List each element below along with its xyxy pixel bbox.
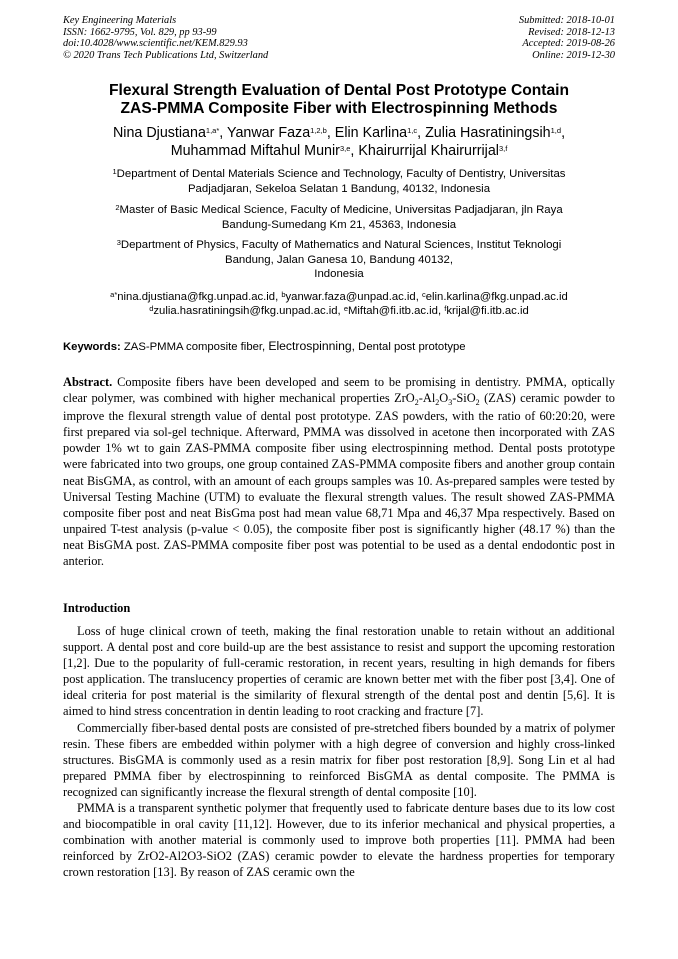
subscript: 2 bbox=[414, 398, 419, 408]
email-mark: f bbox=[444, 304, 447, 313]
email-mark: a* bbox=[110, 290, 118, 299]
author-separator: , bbox=[350, 143, 359, 159]
author-separator: , bbox=[326, 125, 335, 141]
author-line-1 bbox=[40, 124, 638, 142]
subscript: 2 bbox=[435, 398, 440, 408]
abstract-text: O bbox=[439, 391, 449, 406]
abstract-text: -Al bbox=[418, 391, 436, 406]
author-list bbox=[40, 124, 638, 160]
introduction-body bbox=[63, 623, 615, 881]
date-accepted: Accepted: 2019-08-26 bbox=[522, 38, 615, 50]
paper-title bbox=[40, 82, 638, 118]
email-mark: d bbox=[149, 304, 154, 313]
abstract-text: (ZAS) ceramic powder to improve the flexural strength value of dental post prototype. ZAS powders, with the ratio of 60:20:20, were first prepared via sol-gel technique. Afterward, PMMA was dissolved in acetone then incorporated with ZAS powder 1% wt to gain ZAS-PMMA composite fiber using electrospinning method. Dental posts prototype were fabricated into two groups, one group contained ZAS-PMMA composite fibers and another group contain neat BisGMA, as control, with an amount of each groups samples was 10. As-prepared samples were tested by Universal Testing Machine (UTM) to evaluate the flexural strength values. The result showed ZAS-PMMA composite fiber post and neat BisGma post had mean value 68,71 Mpa and 46,37 Mpa respectively. Based on unpaired T-test analysis (p-value < 0.05), the composite fiber post is significantly higher (48.17 %) than the neat BisGMA post. ZAS-PMMA composite fiber post was potential to be used as a dental endodontic post in anterior. bbox=[63, 391, 616, 569]
abstract-text: -SiO bbox=[452, 391, 476, 406]
journal-issn: ISSN: 1662-9795, Vol. 829, pp 93-99 bbox=[63, 26, 217, 38]
author-name: Muhammad Miftahul Munir bbox=[170, 143, 340, 159]
author-name: Nina Djustiana bbox=[112, 125, 206, 141]
keyword: ZAS-PMMA composite fiber, bbox=[120, 341, 269, 353]
author-emails bbox=[40, 290, 638, 318]
author-separator: , bbox=[219, 125, 227, 141]
affiliation-3 bbox=[60, 238, 618, 282]
title-line-2: ZAS-PMMA Composite Fiber with Electrospinning Methods bbox=[120, 100, 558, 117]
author-affiliation-mark: 1,c bbox=[407, 126, 418, 135]
author-affiliation-mark: 1,a* bbox=[205, 126, 220, 135]
author-affiliation-mark: 1,d bbox=[550, 126, 562, 135]
submission-dates bbox=[519, 15, 615, 61]
author-affiliation-mark: 3,e bbox=[339, 144, 351, 153]
affiliation-text: Indonesia bbox=[314, 268, 364, 281]
date-submitted: Submitted: 2018-10-01 bbox=[518, 15, 615, 26]
abstract bbox=[63, 374, 615, 569]
email-mark: e bbox=[343, 304, 349, 313]
paragraph: Commercially fiber-based dental posts are consisted of pre-stretched fibers bounded by a matrix of polymer resin. These fibers are embedded within polymer with a high degree of conversion and highly cross-linked structures. BisGMA is commonly used as a resin matrix for fiber post restoration [8,9]. Song Lin et al had prepared PMMA fiber by electrospinning to reinforced BisGMA as dental composite. The PMMA is recognized can significantly increase the flexural strength of dental composite [10]. bbox=[63, 720, 615, 799]
email-link[interactable]: elin.karlina@fkg.unpad.ac.id bbox=[425, 291, 568, 303]
author-name: Elin Karlina bbox=[334, 125, 408, 141]
abstract-label: Abstract. bbox=[63, 375, 113, 389]
journal-name: Key Engineering Materials bbox=[63, 15, 177, 26]
email-mark: c bbox=[421, 290, 426, 299]
paragraph: PMMA is a transparent synthetic polymer that frequently used to fabricate denture bases due to its low cost and biocompatible in oral cavity [11,12]. However, due to its inferior mechanical and physical properties, a combination with another material is commonly used to improve both properties [11]. PMMA had been reinforced by ZrO2-Al2O3-SiO2 (ZAS) ceramic powder to elevate the hardness properties for temporary crown restoration [13]. By reason of ZAS ceramic own the bbox=[63, 801, 615, 880]
section-heading-introduction: Introduction bbox=[63, 601, 131, 615]
keyword: Electrospinning, bbox=[268, 339, 356, 353]
subscript: 2 bbox=[475, 398, 480, 408]
author-affiliation-mark: 3,f bbox=[498, 144, 508, 153]
abstract-text: Composite fibers have been developed and seem to be promising in dentistry. PMMA, optically clear polymer, was combined with higher mechanical properties ZrO bbox=[63, 375, 615, 406]
date-online: Online: 2019-12-30 bbox=[532, 49, 615, 61]
date-revised: Revised: 2018-12-13 bbox=[528, 26, 615, 38]
keywords bbox=[63, 339, 615, 354]
journal-copyright: © 2020 Trans Tech Publications Ltd, Switzerland bbox=[63, 49, 269, 61]
affiliation-number: 2 bbox=[115, 203, 120, 212]
affiliation-text: Bandung-Sumedang Km 21, 45363, Indonesia bbox=[221, 218, 457, 231]
email-link[interactable]: Miftah@fi.itb.ac.id, bbox=[348, 305, 445, 317]
affiliation-text: Bandung, Jalan Ganesa 10, Bandung 40132, bbox=[224, 253, 453, 266]
affiliation-number: 3 bbox=[116, 238, 121, 247]
author-line-2 bbox=[40, 142, 638, 160]
author-separator: , bbox=[561, 125, 566, 141]
email-link[interactable]: yanwar.faza@unpad.ac.id, bbox=[285, 291, 422, 303]
email-link[interactable]: krijal@fi.itb.ac.id bbox=[446, 305, 529, 317]
subscript: 3 bbox=[448, 398, 453, 408]
author-affiliation-mark: 1,2,b bbox=[310, 126, 327, 135]
author-name: Khairurrijal Khairurrijal bbox=[358, 143, 499, 159]
author-separator: , bbox=[417, 125, 426, 141]
affiliation-text: Department of Dental Materials Science and Technology, Faculty of Dentistry, Universitas bbox=[116, 168, 566, 180]
keyword: Dental post prototype bbox=[355, 341, 466, 353]
author-name: Yanwar Faza bbox=[226, 125, 311, 141]
email-link[interactable]: nina.djustiana@fkg.unpad.ac.id, bbox=[117, 291, 282, 303]
email-mark: b bbox=[281, 290, 286, 299]
affiliation-text: Master of Basic Medical Science, Faculty of Medicine, Universitas Padjadjaran, jln Raya bbox=[119, 204, 563, 216]
email-link[interactable]: zulia.hasratiningsih@fkg.unpad.ac.id, bbox=[153, 305, 344, 317]
affiliation-text: Department of Physics, Faculty of Mathematics and Natural Sciences, Institut Teknologi bbox=[120, 239, 562, 251]
title-line-1: Flexural Strength Evaluation of Dental Post Prototype Contain bbox=[108, 82, 570, 99]
journal-doi: doi:10.4028/www.scientific.net/KEM.829.93 bbox=[63, 38, 248, 50]
keywords-label: Keywords: bbox=[63, 341, 121, 353]
affiliation-text: Padjadjaran, Sekeloa Selatan 1 Bandung, 40132, Indonesia bbox=[187, 182, 491, 195]
affiliation-number: 1 bbox=[112, 167, 117, 176]
paragraph: Loss of huge clinical crown of teeth, making the final restoration unable to retain without an additional support. A dental post and core build-up are the best assistance to resist and support the upcoming restoration [1,2]. Due to the popularity of full-ceramic restoration, in recent years, resulting in high demands for fibers post application. The translucency properties of ceramic are known better met with the fiber post [3,4]. One of ideal criteria for post material is the similarity of flexural strength of the dental post and dentin [5,6]. It is aimed to hind stress concentration in dentin leading to root cracking and fracture [7]. bbox=[63, 624, 615, 719]
author-name: Zulia Hasratiningsih bbox=[425, 125, 551, 141]
journal-info bbox=[63, 15, 268, 61]
affiliation-2 bbox=[60, 203, 618, 232]
affiliation-1 bbox=[60, 167, 618, 196]
